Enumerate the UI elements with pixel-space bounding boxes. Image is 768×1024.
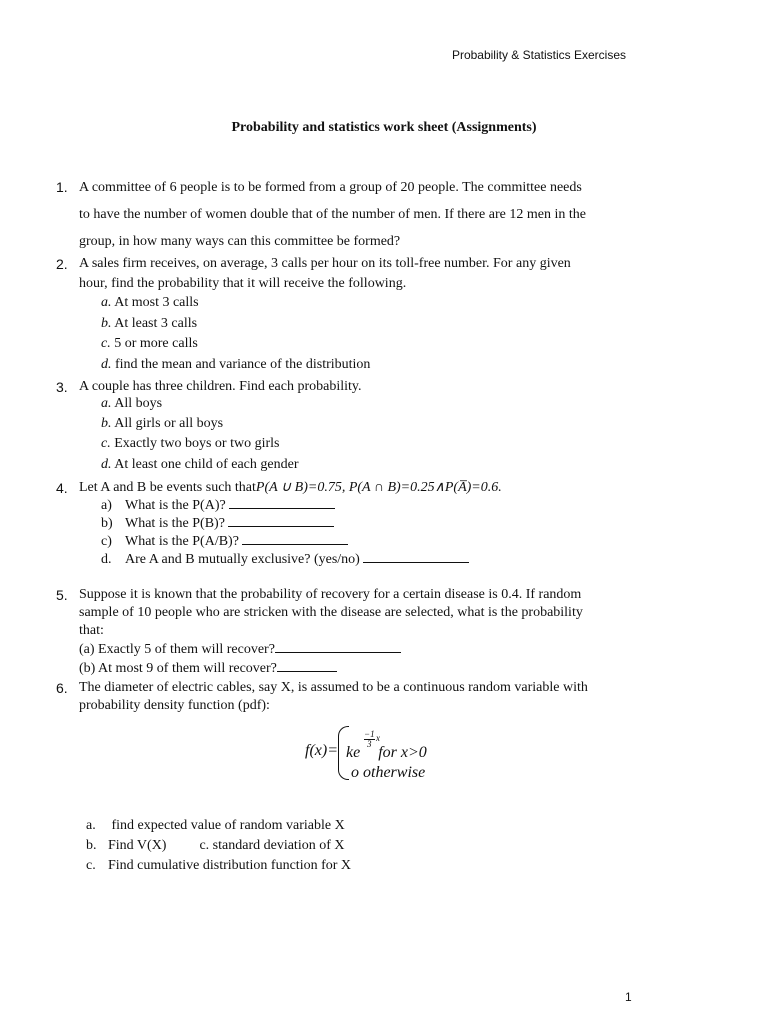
sub-item [101, 396, 162, 412]
sub-item-text: All girls or all boys [114, 416, 224, 431]
sub-item [101, 357, 370, 373]
sub-item [101, 295, 199, 311]
sub-item-label: a. [101, 396, 112, 411]
sub-item [101, 457, 299, 473]
sub-item-extra: c. standard deviation of X [199, 838, 345, 853]
question-text-line: The diameter of electric cables, say X, is assumed to be a continuous random variable with [79, 680, 588, 695]
question-number: 2. [56, 256, 68, 272]
sub-item-text: (a) Exactly 5 of them will recover? [79, 642, 275, 657]
exponent-denominator: 3 [367, 739, 372, 749]
question-number: 3. [56, 379, 68, 395]
sub-item-text: 5 or more calls [114, 336, 198, 351]
sub-item-label: b. [101, 316, 112, 331]
sub-item [79, 659, 656, 678]
sub-item-text: All boys [114, 396, 163, 411]
question-text-line: hour, find the probability that it will receive the following. [79, 276, 407, 291]
sub-item-text: Exactly two boys or two girls [114, 436, 280, 451]
sub-item-label: b. [101, 416, 112, 431]
question-text-line: A couple has three children. Find each probability. [79, 379, 362, 394]
sub-item-text: find expected value of random variable X [111, 818, 345, 833]
sub-item-label: d. [101, 357, 112, 372]
probability-formula: P(A ∪ B)=0.75, P(A ∩ B)=0.25∧P(A̅)=0.6. [255, 480, 502, 495]
sub-item [101, 416, 223, 432]
answer-blank[interactable] [363, 550, 469, 563]
question-text-line: Suppose it is known that the probability of recovery for a certain disease is 0.4. If random [79, 587, 582, 602]
exponent-variable: x [376, 733, 380, 743]
sub-item-text: At least 3 calls [114, 316, 198, 331]
sub-item-label: b) [101, 516, 113, 531]
answer-blank[interactable] [228, 514, 334, 527]
sub-item-label: b. [86, 838, 97, 853]
question-5 [56, 586, 656, 678]
answer-blank[interactable] [229, 496, 335, 509]
question-number: 6. [56, 680, 68, 696]
sub-item [86, 818, 345, 834]
question-number: 5. [56, 587, 68, 603]
sub-item [79, 640, 656, 659]
sub-item [101, 336, 198, 352]
running-header: Probability & Statistics Exercises [451, 48, 626, 62]
sub-item-text: What is the P(A/B)? [125, 534, 239, 549]
sub-item-text: What is the P(A)? [125, 498, 226, 513]
question-6 [56, 679, 656, 715]
question-number: 1. [56, 179, 68, 195]
sub-item-text: Are A and B mutually exclusive? (yes/no) [125, 552, 360, 567]
sub-item-text: Find cumulative distribution function for X [108, 858, 352, 873]
question-text-line: to have the number of women double that of the number of men. If there are 12 men in the [79, 207, 586, 222]
question-text-line: group, in how many ways can this committee be formed? [79, 234, 401, 249]
question-number: 4. [56, 480, 68, 496]
question-text-line: A committee of 6 people is to be formed from a group of 20 people. The committee needs [79, 180, 582, 195]
sub-item-text: At most 3 calls [114, 295, 199, 310]
question-2 [56, 254, 656, 294]
sub-item-label: d. [101, 457, 112, 472]
pdf-case-2: o otherwise [351, 764, 426, 781]
pdf-case-1 [346, 744, 427, 762]
sub-item [101, 550, 469, 568]
question-4 [56, 478, 656, 498]
question-text-line: A sales firm receives, on average, 3 calls per hour on its toll-free number. For any given [79, 256, 571, 271]
sub-item-text: find the mean and variance of the distribution [115, 357, 371, 372]
sub-item-text: What is the P(B)? [125, 516, 225, 531]
sub-item [86, 858, 351, 874]
sub-item-text: Find V(X) [108, 838, 167, 853]
pdf-lhs: f(x)= [305, 742, 338, 759]
sub-item [101, 532, 348, 550]
sub-item-label: d. [101, 552, 112, 567]
sub-item-label: a) [101, 498, 112, 513]
question-text: Let A and B be events such that [79, 480, 256, 495]
worksheet-title: Probability and statistics work sheet (Assignments) [231, 120, 537, 135]
sub-item-label: c. [101, 336, 111, 351]
question-1 [56, 174, 656, 255]
question-3 [56, 377, 656, 397]
sub-item [101, 316, 197, 332]
sub-item [101, 496, 335, 514]
sub-item-label: c) [101, 534, 112, 549]
sub-item [101, 514, 334, 532]
sub-item-label: c. [86, 858, 96, 873]
answer-blank[interactable] [242, 532, 348, 545]
question-text-line: sample of 10 people who are stricken with the disease are selected, what is the probability [79, 605, 583, 620]
question-text-line: probability density function (pdf): [79, 698, 270, 713]
exponent-numerator: −1 [364, 729, 375, 739]
sub-item-label: c. [101, 436, 111, 451]
pdf-case-1-expr: ke [346, 744, 361, 761]
sub-item [101, 436, 279, 452]
answer-blank[interactable] [275, 640, 401, 653]
sub-item [86, 838, 344, 854]
sub-item-text: (b) At most 9 of them will recover? [79, 661, 277, 676]
answer-blank[interactable] [277, 659, 337, 672]
pdf-case-1-condition: for x>0 [378, 744, 427, 761]
page-number: 1 [625, 990, 632, 1004]
sub-item-text: At least one child of each gender [114, 457, 299, 472]
sub-item-label: a. [101, 295, 112, 310]
question-text-line: that: [79, 623, 104, 638]
sub-item-label: a. [86, 818, 96, 833]
